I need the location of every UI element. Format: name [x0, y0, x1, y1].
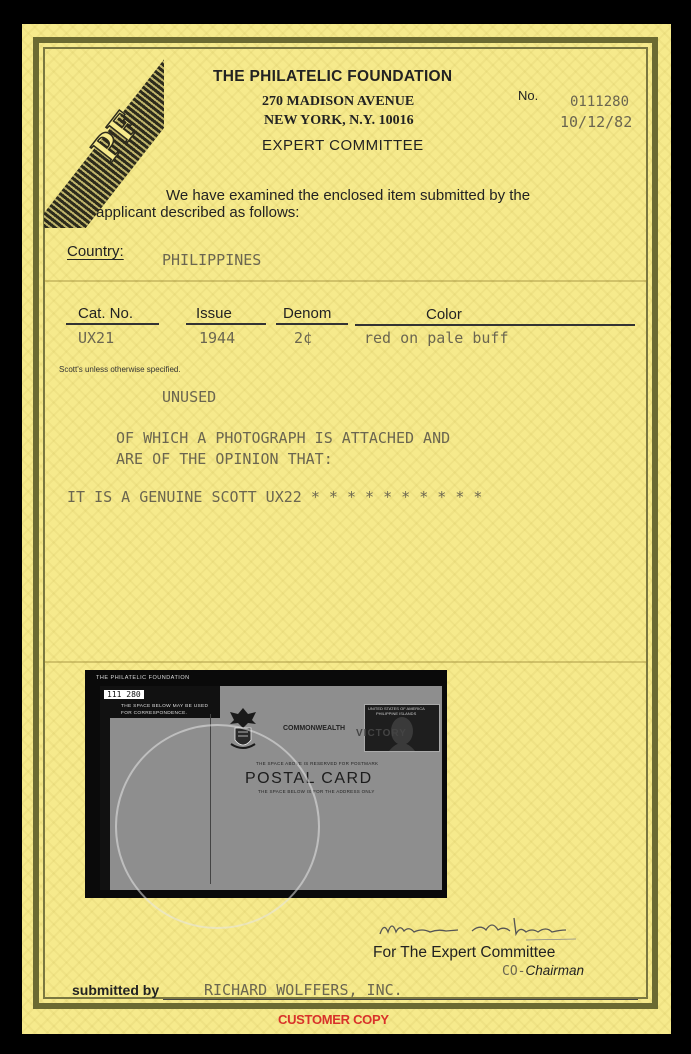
- condition-text: UNUSED: [162, 388, 217, 406]
- scott-note: Scott's unless otherwise specified.: [59, 365, 181, 374]
- column-underline: [66, 323, 159, 325]
- organization-name: THE PHILATELIC FOUNDATION: [213, 68, 453, 85]
- submitted-by-value: RICHARD WOLFFERS, INC.: [204, 981, 403, 999]
- opinion-text: IT IS A GENUINE SCOTT UX22 * * * * * * * * * *: [67, 488, 483, 506]
- catalog-number-value: UX21: [78, 329, 115, 347]
- denomination-value: 2¢: [294, 329, 313, 347]
- chairman-signature: [376, 912, 621, 942]
- country-value: PHILIPPINES: [162, 251, 262, 269]
- color-label: Color: [426, 306, 462, 323]
- photo-space-note-2: FOR CORRESPONDENCE.: [121, 711, 188, 716]
- customer-copy-label: CUSTOMER COPY: [278, 1012, 389, 1027]
- fold-line: [44, 661, 647, 663]
- cachet-circle: [115, 724, 320, 929]
- photo-space-note-1: THE SPACE BELOW MAY BE USED: [121, 704, 209, 709]
- address-note: THE SPACE BELOW IS FOR THE ADDRESS ONLY: [258, 789, 375, 794]
- address-line-1: 270 MADISON AVENUE: [262, 94, 415, 109]
- description-line-1: OF WHICH A PHOTOGRAPH IS ATTACHED AND: [116, 429, 451, 447]
- catalog-number-label: Cat. No.: [78, 305, 134, 322]
- column-underline: [186, 323, 266, 325]
- color-value: red on pale buff: [364, 329, 509, 347]
- committee-title: EXPERT COMMITTEE: [262, 137, 424, 154]
- postal-card-title: POSTAL CARD: [245, 770, 373, 787]
- country-label: Country:: [67, 243, 124, 260]
- chairman-word: Chairman: [525, 963, 585, 978]
- issue-label: Issue: [196, 305, 232, 322]
- certificate-date: 10/12/82: [560, 113, 633, 131]
- stamp-country-text: UNITED STATES OF AMERICA: [368, 706, 425, 711]
- victory-overprint: VICTORY: [356, 728, 407, 739]
- logo-lettering: PF: [82, 101, 149, 170]
- intro-line-1: We have examined the enclosed item submitted by the: [166, 187, 531, 204]
- description-line-2: ARE OF THE OPINION THAT:: [116, 450, 333, 468]
- stamp-islands-text: PHILIPPINE ISLANDS: [376, 711, 417, 716]
- certificate-number-label: No.: [518, 88, 539, 103]
- photo-edge-block: [100, 686, 110, 890]
- column-underline: [355, 324, 635, 326]
- photo-id-number: 111 280: [104, 690, 144, 699]
- column-underline: [276, 323, 348, 325]
- address-line-2: NEW YORK, N.Y. 10016: [264, 113, 414, 128]
- fold-line: [44, 280, 647, 282]
- intro-line-2: applicant described as follows:: [96, 204, 300, 221]
- commonwealth-label: COMMONWEALTH: [283, 725, 346, 732]
- co-prefix: CO-: [502, 964, 526, 979]
- submitted-underline: [163, 999, 638, 1000]
- issue-value: 1944: [199, 329, 236, 347]
- postmark-note: THE SPACE ABOVE IS RESERVED FOR POSTMARK: [256, 761, 379, 766]
- co-chairman-label: [502, 963, 584, 979]
- for-expert-committee: For The Expert Committee: [373, 944, 556, 961]
- pf-logo: [44, 48, 164, 228]
- photo-foundation-label: THE PHILATELIC FOUNDATION: [96, 675, 190, 681]
- denomination-label: Denom: [283, 305, 332, 322]
- certificate-number: 0111280: [570, 94, 630, 110]
- submitted-by-label: submitted by: [72, 982, 160, 998]
